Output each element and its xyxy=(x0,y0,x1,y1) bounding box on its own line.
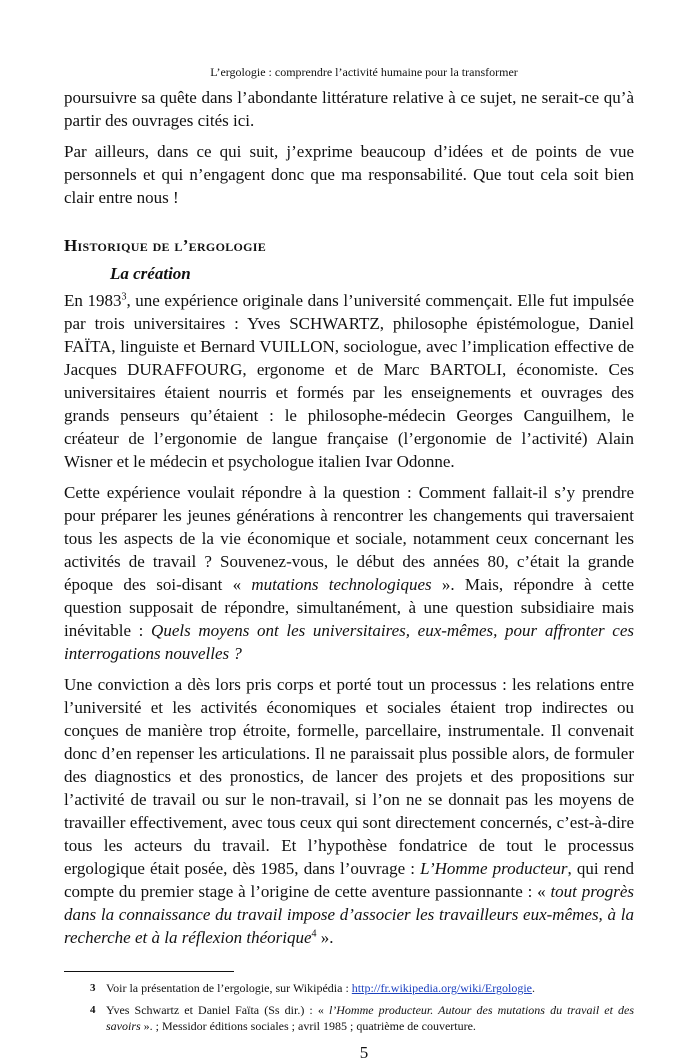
text-run: En 1983 xyxy=(64,291,122,310)
italic-run: Quels moyens ont les universitaires, eux-mêmes, pour affronter ces interrogations nouvelles ? xyxy=(64,621,634,663)
footnote-body xyxy=(106,1002,634,1034)
footnote-number: 4 xyxy=(90,1004,96,1016)
footnote-divider xyxy=(64,971,234,972)
footnote-3 xyxy=(64,980,634,996)
text-run: Yves Schwartz et Daniel Faïta (Ss dir.) : « xyxy=(106,1003,329,1017)
italic-run: L’Homme producteur xyxy=(420,859,568,878)
footnote-body xyxy=(106,980,634,996)
text-run: ». ; Messidor éditions sociales ; avril 1985 ; quatrième de couverture. xyxy=(140,1019,476,1033)
text-run: . xyxy=(532,981,536,995)
document-page xyxy=(64,64,634,1064)
italic-run: l’Homme producteur. Autour des mutations du travail et des savoirs xyxy=(106,1003,634,1033)
text-run: ». Mais, répondre à cette question supposait de répondre, simultanément, à une question subsidiaire mais inévitable : xyxy=(64,575,635,640)
text-run: , qui rend compte du premier stage à l’origine de cette aventure passionnante : « xyxy=(64,859,634,901)
text-run: Une conviction a dès lors pris corps et porté tout un processus : les relations entre l’université et les activités économiques et sociales étaient trop indirectes ou conçues de manière trop étroite, formelle, parcellaire, instrumentale. Il convenait donc d’en repenser les articulations. Il ne paraissait plus possible alors, de formuler des diagnostics et des pronostics, de lancer des projets et des propositions sur l’activité de travail ou sur le non-travail, si l’on ne se donnait pas les moyens de travailler effectivement, avec tous ceux qui sont directement concernés, c’est-à-dire tous les acteurs du travail. Et l’hypothèse fondatrice de tout le processus ergologique était posée, dès 1985, dans l’ouvrage : xyxy=(64,675,634,878)
body-paragraph-2 xyxy=(64,481,634,665)
body-paragraph-3 xyxy=(64,673,634,949)
text-run: ». xyxy=(316,928,334,947)
text-run: Cette expérience voulait répondre à la question : Comment fallait-il s’y prendre pour préparer les jeunes générations à rencontrer les changements qui traversaient tous les aspects de la vie économique et sociale, notamment ceux concernant les activités de travail ? Souvenez-vous, le début des années 80, c’était la grande époque des soi-disant « xyxy=(64,483,634,594)
section-heading: Historique de l’ergologie xyxy=(64,236,267,255)
footnote-4 xyxy=(64,1002,634,1034)
italic-run: tout progrès dans la connaissance du travail impose d’associer les travailleurs eux-mêmes, à la recherche et à la réflexion théorique xyxy=(64,882,634,947)
footnote-ref-3[interactable]: 3 xyxy=(121,291,127,303)
subsection-heading: La création xyxy=(110,264,191,283)
page-number: 5 xyxy=(359,1043,369,1062)
running-header: L’ergologie : comprendre l’activité humaine pour la transformer xyxy=(210,65,518,79)
text-run: Voir la présentation de l’ergologie, sur Wikipédia : xyxy=(106,981,352,995)
italic-run: mutations technologiques xyxy=(251,575,432,594)
intro-paragraph-2: Par ailleurs, dans ce qui suit, j’exprime beaucoup d’idées et de points de vue personnels et qui n’engagent donc que ma responsabilité. Que tout cela soit bien clair entre nous ! xyxy=(64,142,634,207)
footnote-ref-4[interactable]: 4 xyxy=(311,928,317,940)
text-run: , une expérience originale dans l’université commençait. Elle fut impulsée par trois universitaires : Yves SCHWARTZ, philosophe épistémologue, Daniel FAÏTA, linguiste et Bernard VUILLON, sociologue, avec l’implication effective de Jacques DURAFFOURG, ergonome et de Marc BARTOLI, économiste. Ces universitaires étaient nourris et formés par les enseignements et ouvrages des grands penseurs qu’étaient : le philosophe-médecin Georges Canguilhem, le créateur de l’ergonomie de langue française (l’ergonomie de l’activité) Alain Wisner et le médecin et psychologue italien Ivar Odonne. xyxy=(64,291,635,471)
intro-paragraph-1: poursuivre sa quête dans l’abondante littérature relative à ce sujet, ne serait-ce qu’à partir des ouvrages cités ici. xyxy=(64,88,634,130)
footnote-number: 3 xyxy=(90,982,96,994)
wikipedia-link[interactable]: http://fr.wikipedia.org/wiki/Ergologie xyxy=(351,981,533,995)
body-paragraph-1 xyxy=(64,289,634,473)
